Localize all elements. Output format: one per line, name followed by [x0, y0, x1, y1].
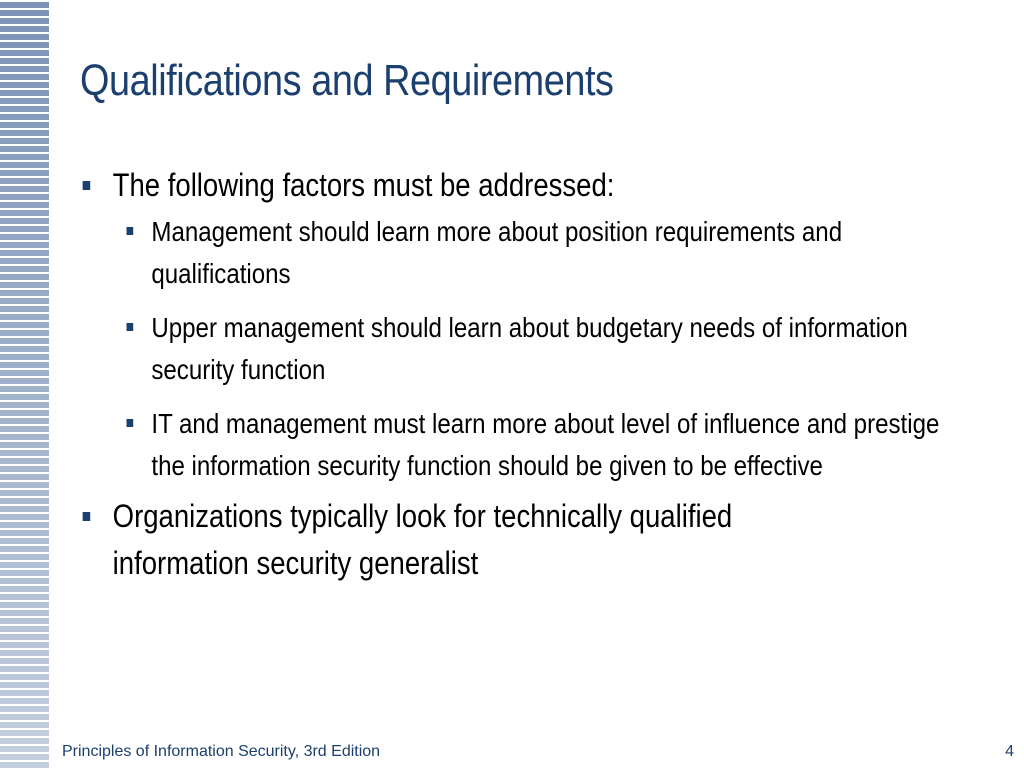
square-bullet-icon — [83, 512, 91, 521]
bullet-list — [80, 162, 980, 587]
square-bullet-icon — [83, 181, 91, 190]
square-bullet-icon — [126, 419, 133, 427]
sub-bullet-text: Upper management should learn about budgetary needs of information security function — [151, 312, 908, 385]
sub-bullet-item — [80, 403, 977, 487]
side-stripe-edge — [49, 0, 51, 768]
bullet-text: The following factors must be addressed: — [112, 167, 615, 203]
page-number: 4 — [1005, 743, 1014, 760]
sub-bullet-text: Management should learn more about position requirements and qualifications — [151, 216, 843, 289]
sub-bullet-item — [80, 211, 977, 295]
bullet-item — [80, 493, 869, 587]
side-stripe-fade — [0, 0, 51, 768]
slide-title: Qualifications and Requirements — [80, 56, 614, 105]
bullet-item — [80, 162, 869, 209]
sub-bullet-item — [80, 307, 977, 391]
sub-bullet-text: IT and management must learn more about level of influence and prestige the information security function should be given to be effective — [151, 408, 940, 481]
square-bullet-icon — [126, 227, 133, 235]
bullet-text: Organizations typically look for technically qualified information security generalist — [112, 498, 733, 581]
square-bullet-icon — [126, 323, 133, 331]
footer-text: Principles of Information Security, 3rd Edition — [62, 743, 381, 760]
